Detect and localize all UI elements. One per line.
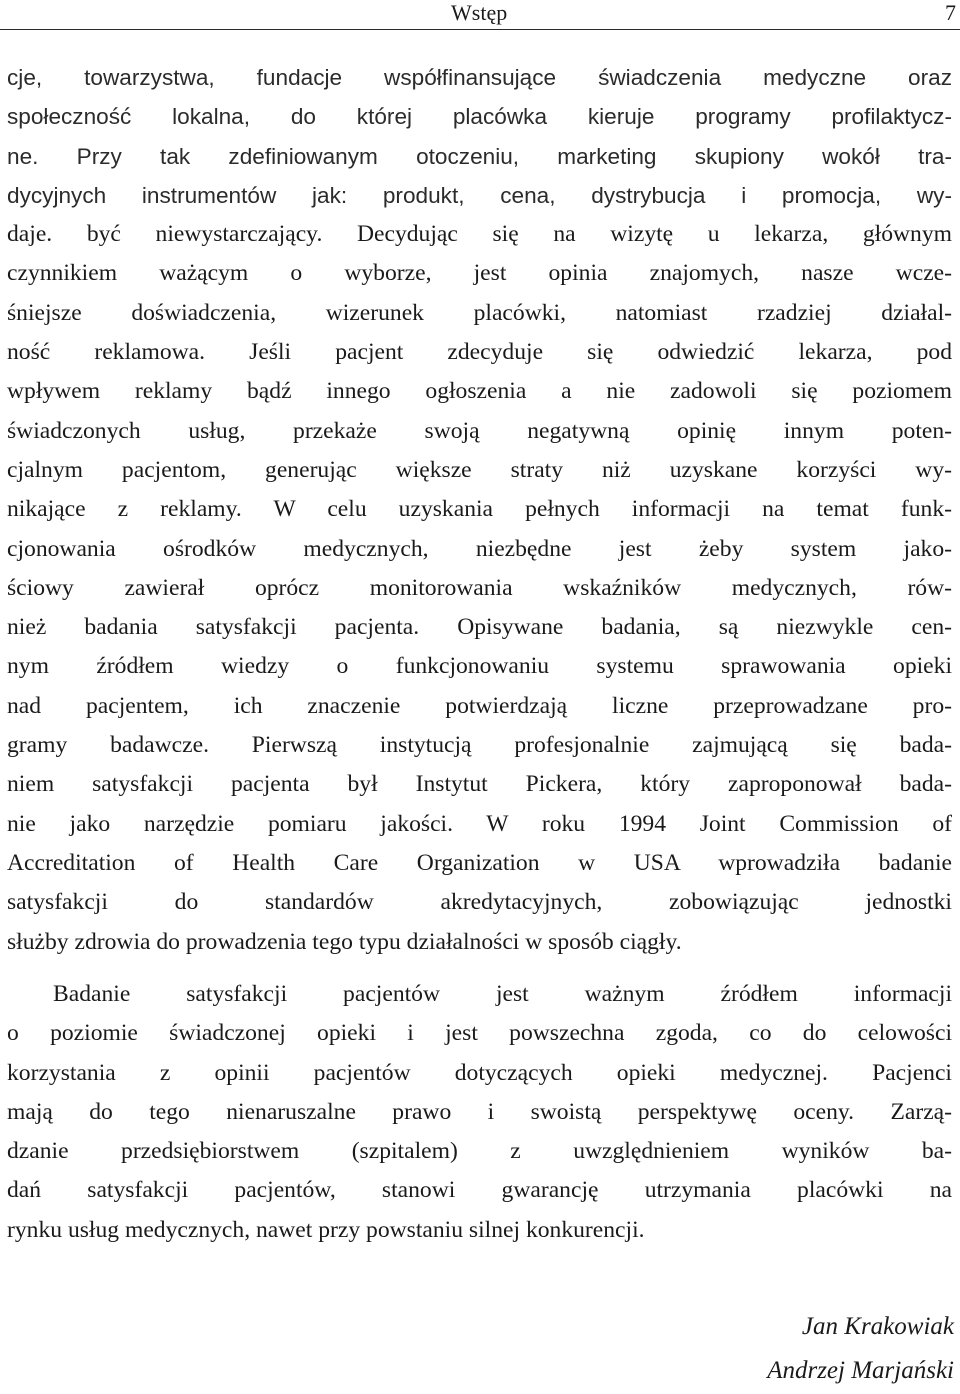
text-line: cjalnym pacjentom, generując większe straty niż uzyskane korzyści wy- — [7, 456, 952, 483]
text-line: służby zdrowia do prowadzenia tego typu działalności w sposób ciągły. — [7, 928, 682, 955]
text-line: niem satysfakcji pacjenta był Instytut Pickera, który zaproponował bada- — [7, 771, 952, 798]
signature-author-1: Jan Krakowiak — [801, 1313, 954, 1340]
text-line: wpływem reklamy bądź innego ogłoszenia a nie zadowoli się poziomem — [7, 378, 952, 405]
page-number: 7 — [945, 0, 956, 25]
text-line: społeczność lokalna, do której placówka kieruje programy profilaktycz- — [7, 104, 952, 130]
text-line: daje. być niewystarczający. Decydując się na wizytę u lekarza, głównym — [7, 221, 952, 248]
text-line: czynnikiem ważącym o wyborze, jest opinia znajomych, nasze wcze- — [7, 260, 952, 287]
signature-author-2: Andrzej Marjański — [767, 1357, 954, 1384]
text-line: Accreditation of Health Care Organization w USA wprowadziła badanie — [7, 849, 952, 876]
text-line: nikające z reklamy. W celu uzyskania pełnych informacji na temat funk- — [7, 496, 952, 523]
text-line: cjonowania ośrodków medycznych, niezbędne jest żeby system jako- — [7, 535, 952, 562]
text-line: dań satysfakcji pacjentów, stanowi gwarancję utrzymania placówki na — [7, 1177, 952, 1204]
text-line: świadczonych usług, przekaże swoją negatywną opinię innym poten- — [7, 417, 952, 444]
text-line: ność reklamowa. Jeśli pacjent zdecyduje się odwiedzić lekarza, pod — [7, 339, 952, 366]
text-line: cje, towarzystwa, fundacje współfinansujące świadczenia medyczne oraz — [7, 65, 952, 90]
text-line: śniejsze doświadczenia, wizerunek placówki, natomiast rzadziej działal- — [7, 299, 952, 326]
body-paragraph-2 — [7, 975, 952, 1250]
running-header — [0, 0, 960, 30]
text-line: gramy badawcze. Pierwszą instytucją profesjonalnie zajmującą się bada- — [7, 732, 952, 759]
text-line: ściowy zawierał oprócz monitorowania wskaźników medycznych, rów- — [7, 574, 952, 601]
text-line: Badanie satysfakcji pacjentów jest ważnym źródłem informacji — [53, 981, 952, 1007]
text-line: o poziomie świadczonej opieki i jest powszechna zgoda, co do celowości — [7, 1020, 952, 1047]
text-line: nie jako narzędzie pomiaru jakości. W roku 1994 Joint Commission of — [7, 810, 952, 837]
text-line: korzystania z opinii pacjentów dotyczących opieki medycznej. Pacjenci — [7, 1059, 952, 1086]
body-paragraph-1 — [7, 58, 952, 962]
text-line: nym źródłem wiedzy o funkcjonowaniu systemu sprawowania opieki — [7, 653, 952, 680]
text-line: rynku usług medycznych, nawet przy powstaniu silnej konkurencji. — [7, 1216, 645, 1243]
text-line: nad pacjentem, ich znaczenie potwierdzają liczne przeprowadzane pro- — [7, 692, 952, 719]
text-line: dycyjnych instrumentów jak: produkt, cena, dystrybucja i promocja, wy- — [7, 182, 952, 208]
text-line: ne. Przy tak zdefiniowanym otoczeniu, marketing skupiony wokół tra- — [7, 143, 952, 169]
text-line: nież badania satysfakcji pacjenta. Opisywane badania, są niezwykle cen- — [7, 614, 952, 641]
section-title: Wstęp — [451, 0, 508, 25]
text-line: satysfakcji do standardów akredytacyjnych, zobowiązując jednostki — [7, 889, 952, 916]
text-line: mają do tego nienaruszalne prawo i swoistą perspektywę oceny. Zarzą- — [7, 1098, 952, 1125]
text-line: dzanie przedsiębiorstwem (szpitalem) z uwzględnieniem wyników ba- — [7, 1138, 952, 1165]
